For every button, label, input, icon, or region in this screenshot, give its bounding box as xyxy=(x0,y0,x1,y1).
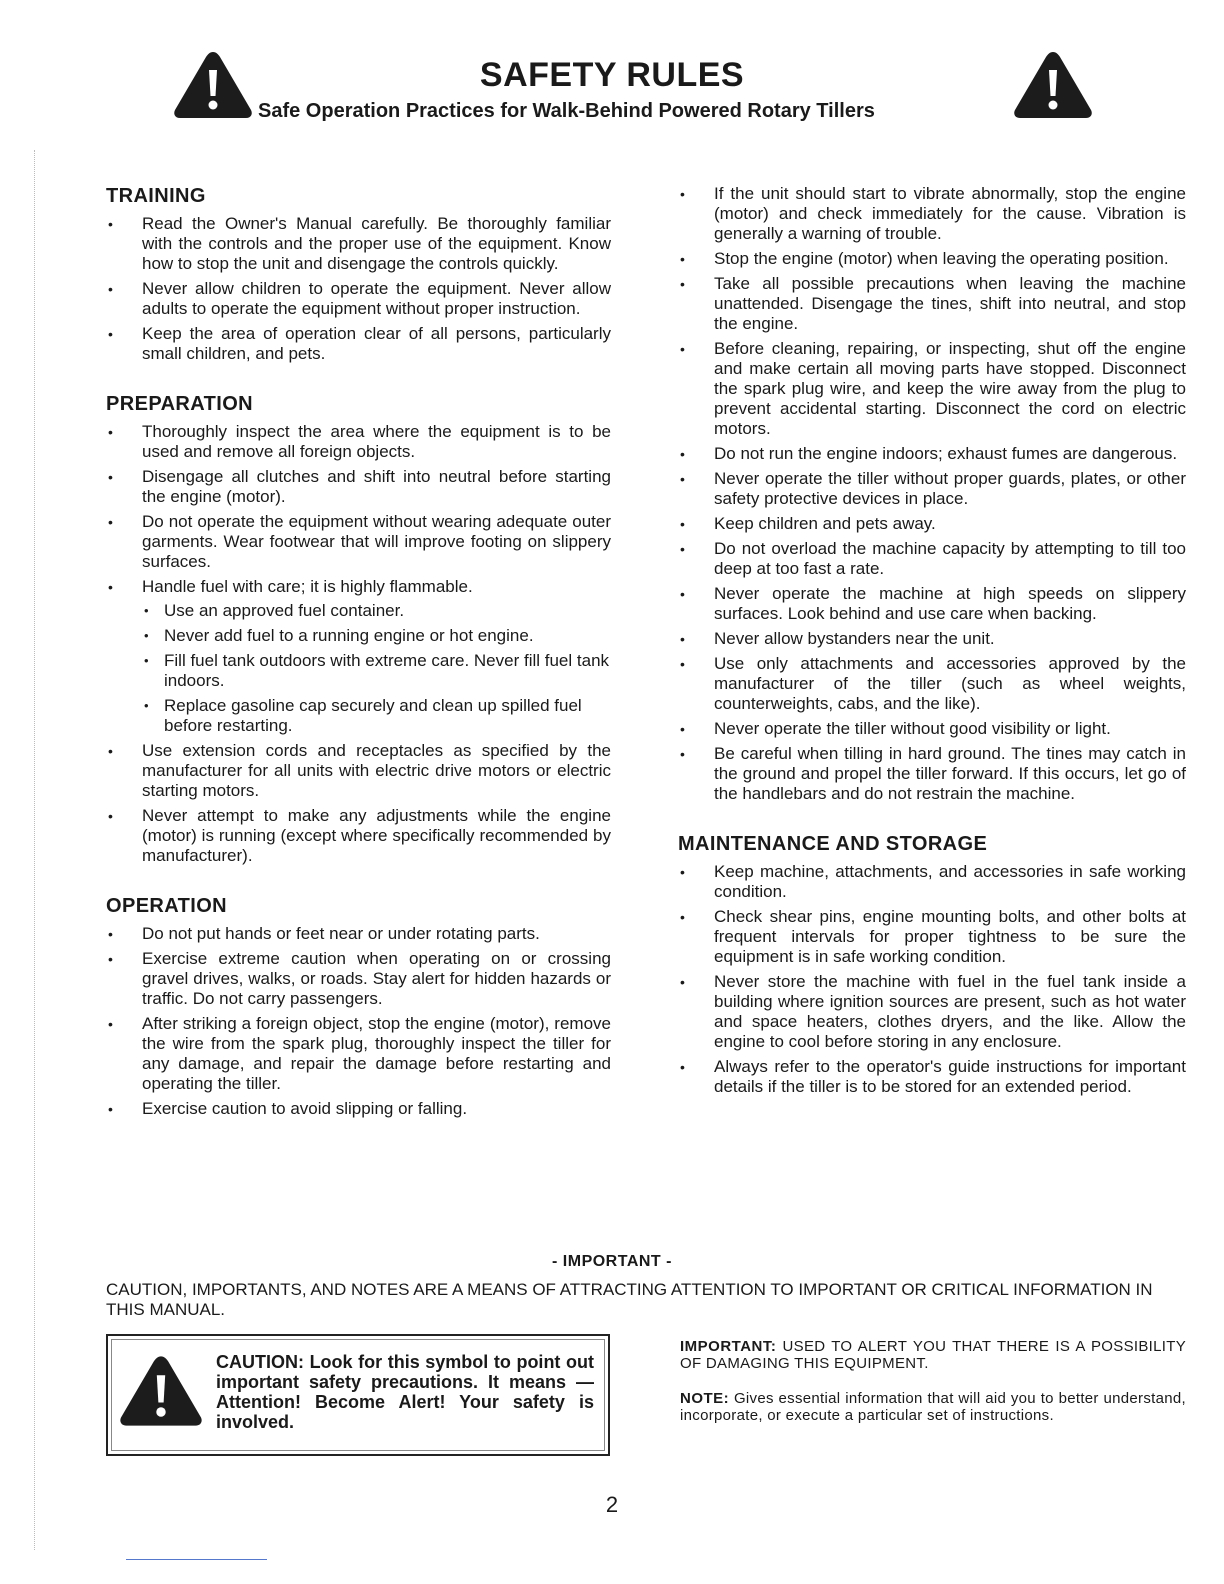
maintenance-heading: MAINTENANCE AND STORAGE xyxy=(678,833,988,855)
preparation-section xyxy=(106,392,611,866)
note xyxy=(680,1390,1186,1424)
list-item: • Do not overload the machine capacity by attempting to till too deep at too fast a rate. xyxy=(678,539,1186,579)
operation-continued-list xyxy=(678,184,1186,804)
training-heading: TRAINING xyxy=(106,185,206,207)
list-item: • Before cleaning, repairing, or inspecting, shut off the engine and make certain all moving parts have stopped. Disconnect the spark plug wire, and keep the wire away from the plug to prevent accidental starting. Disconnect the cord on electric motors. xyxy=(678,339,1186,439)
operation-section xyxy=(106,894,611,1119)
preparation-heading: PREPARATION xyxy=(106,393,253,415)
sub-list-item: • Replace gasoline cap securely and clean up spilled fuel before restarting. xyxy=(142,696,611,736)
notes-block xyxy=(680,1338,1186,1442)
list-item: • If the unit should start to vibrate abnormally, stop the engine (motor) and check immediately for the cause. Vibration is generally a warning of trouble. xyxy=(678,184,1186,244)
list-item: • Never operate the tiller without good visibility or light. xyxy=(678,719,1186,739)
list-item: • Use only attachments and accessories approved by the manufacturer of the tiller (such as wheel weights, counterweights, cabs, and the like). xyxy=(678,654,1186,714)
preparation-list xyxy=(106,422,611,866)
list-item: • Exercise extreme caution when operating on or crossing gravel drives, walks, or roads. Stay alert for hidden hazards or traffic. Do not carry passengers. xyxy=(106,949,611,1009)
maintenance-section xyxy=(678,832,1186,1097)
list-item: • Stop the engine (motor) when leaving the operating position. xyxy=(678,249,1186,269)
fuel-handling-text: Handle fuel with care; it is highly flammable. xyxy=(142,577,473,596)
list-item: • Keep children and pets away. xyxy=(678,514,1186,534)
fuel-sub-list xyxy=(142,601,611,736)
list-item: • Never operate the tiller without proper guards, plates, or other safety protective devices in place. xyxy=(678,469,1186,509)
list-item: • Do not operate the equipment without wearing adequate outer garments. Wear footwear that will improve footing on slippery surfaces. xyxy=(106,512,611,572)
list-item: • Never operate the machine at high speeds on slippery surfaces. Look behind and use care when backing. xyxy=(678,584,1186,624)
sub-list-item: • Never add fuel to a running engine or hot engine. xyxy=(142,626,611,646)
left-column xyxy=(106,184,611,1147)
list-item: • Thoroughly inspect the area where the equipment is to be used and remove all foreign objects. xyxy=(106,422,611,462)
important-label: - IMPORTANT - xyxy=(552,1253,672,1270)
maintenance-list xyxy=(678,862,1186,1097)
list-item xyxy=(106,577,611,736)
note-text: Gives essential information that will aid you to better understand, incorporate, or execute a particular set of instructions. xyxy=(680,1390,1187,1424)
footer-rule xyxy=(126,1559,267,1560)
note-label: NOTE: xyxy=(680,1390,730,1407)
list-item: • After striking a foreign object, stop the engine (motor), remove the wire from the spark plug, thoroughly inspect the tiller for any damage, and repair the damage before restarting and operating the tiller. xyxy=(106,1014,611,1094)
important-note xyxy=(680,1338,1186,1372)
list-item: • Do not put hands or feet near or under rotating parts. xyxy=(106,924,611,944)
list-item: • Be careful when tilling in hard ground. The tines may catch in the ground and propel the tiller forward. If this occurs, let go of the handlebars and do not restrain the machine. xyxy=(678,744,1186,804)
list-item: • Exercise caution to avoid slipping or falling. xyxy=(106,1099,611,1119)
sub-list-item: • Fill fuel tank outdoors with extreme care. Never fill fuel tank indoors. xyxy=(142,651,611,691)
important-note-text: USED TO ALERT YOU THAT THERE IS A POSSIBILITY OF DAMAGING THIS EQUIPMENT. xyxy=(680,1338,1187,1372)
operation-list xyxy=(106,924,611,1119)
right-column xyxy=(678,184,1186,1125)
list-item: • Read the Owner's Manual carefully. Be thoroughly familiar with the controls and the proper use of the equipment. Know how to stop the unit and disengage the controls quickly. xyxy=(106,214,611,274)
caution-box xyxy=(106,1334,610,1456)
page-number: 2 xyxy=(605,1492,619,1517)
list-item: • Keep the area of operation clear of all persons, particularly small children, and pets. xyxy=(106,324,611,364)
list-item: • Keep machine, attachments, and accessories in safe working condition. xyxy=(678,862,1186,902)
list-item: • Never store the machine with fuel in the fuel tank inside a building where ignition sources are present, such as hot water and space heaters, clothes dryers, and the like. Allow the engine to cool before storing in any enclosure. xyxy=(678,972,1186,1052)
operation-continued-section xyxy=(678,184,1186,804)
list-item: • Never attempt to make any adjustments while the engine (motor) is running (except where specifically recommended by manufacturer). xyxy=(106,806,611,866)
important-note-label: IMPORTANT: xyxy=(680,1338,777,1355)
scan-edge-line xyxy=(34,150,36,1550)
list-item: • Take all possible precautions when leaving the machine unattended. Disengage the tines, shift into neutral, and stop the engine. xyxy=(678,274,1186,334)
caution-text: CAUTION: Look for this symbol to point out important safety precautions. It means —Attention! Become Alert! Your safety is involved. xyxy=(216,1352,594,1432)
page-title: SAFETY RULES xyxy=(479,56,745,94)
list-item: • Always refer to the operator's guide instructions for important details if the tiller is to be stored for an extended period. xyxy=(678,1057,1186,1097)
list-item: • Never allow bystanders near the unit. xyxy=(678,629,1186,649)
list-item: • Use extension cords and receptacles as specified by the manufacturer for all units with electric drive motors or electric starting motors. xyxy=(106,741,611,801)
training-list xyxy=(106,214,611,364)
warning-triangle-icon xyxy=(1012,50,1094,120)
sub-list-item: • Use an approved fuel container. xyxy=(142,601,611,621)
list-item: • Do not run the engine indoors; exhaust fumes are dangerous. xyxy=(678,444,1186,464)
operation-heading: OPERATION xyxy=(106,895,228,917)
warning-triangle-icon xyxy=(118,1354,204,1433)
list-item: • Never allow children to operate the equipment. Never allow adults to operate the equipment without proper instruction. xyxy=(106,279,611,319)
list-item: • Check shear pins, engine mounting bolts, and other bolts at frequent intervals for proper tightness to be sure the equipment is in safe working condition. xyxy=(678,907,1186,967)
training-section xyxy=(106,184,611,364)
page-subtitle: Safe Operation Practices for Walk-Behind Powered Rotary Tillers xyxy=(258,100,875,122)
list-item: • Disengage all clutches and shift into neutral before starting the engine (motor). xyxy=(106,467,611,507)
important-text: CAUTION, IMPORTANTS, AND NOTES ARE A MEANS OF ATTRACTING ATTENTION TO IMPORTANT OR CRITICAL INFORMATION IN THIS MANUAL. xyxy=(106,1280,1153,1319)
page-header xyxy=(0,50,1224,140)
